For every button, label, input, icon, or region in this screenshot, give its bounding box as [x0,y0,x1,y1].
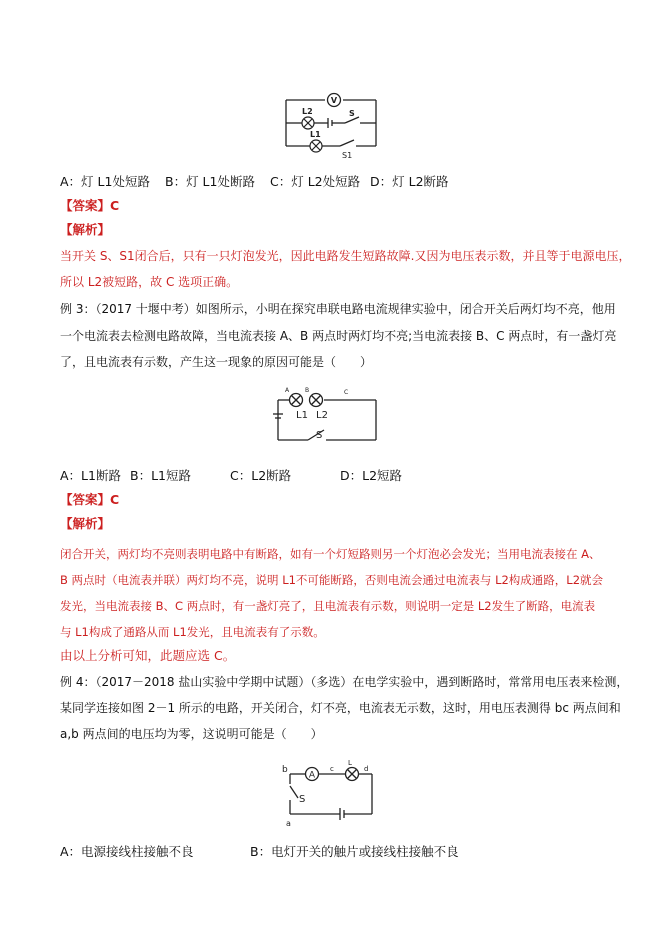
l1-label: L1 [296,410,308,421]
l2-label: L2 [316,410,328,421]
q4-stem-line-1: 例 4：（2017－2018 盐山实验中学期中试题）（多选）在电学实验中，遇到断路时，常常用电压表来检测， [60,675,629,689]
q2-option-b: B：灯 L1处断路 [165,174,255,189]
q3-analysis-line-2: B 两点时（电流表并联）两灯均不亮，说明 L1不可能断路，否则电流会通过电流表与 L2构成通路，L2就会 [60,573,604,587]
q3-analysis-title: 【解析】 [60,516,111,531]
lamp-l2 [310,394,323,407]
q3-option-a: A：L1断路 [60,468,121,483]
q3-conclusion: 由以上分析可知，此题应选 C。 [60,648,236,663]
q3-stem-line-2: 一个电流表去检测电路故障，当电流表接 A、B 两点时两灯均不亮;当电流表接 B、C 两点时，有一盏灯亮 [60,329,617,343]
lamp-l2 [302,117,314,129]
voltmeter-label: V [330,96,338,105]
lamp-l1 [310,140,322,152]
point-c-label: C [344,389,349,396]
point-a-label: a [286,819,291,828]
q4-stem-line-2: 某同学连接如图 2－1 所示的电路，开关闭合，灯不亮，电流表无示数，这时，用电压表测得 bc 两点间和 [60,701,621,715]
q3-analysis-line-4: 与 L1构成了通路从而 L1发光，且电流表有了示数。 [60,625,325,639]
point-b-label: b [282,765,288,775]
q2-option-d: D：灯 L2断路 [370,174,449,189]
q2-analysis-title: 【解析】 [60,222,111,237]
point-d-label: d [364,765,369,773]
lamp-l [346,768,359,781]
circuit-diagram-q4 [282,759,378,828]
point-a-label: A [285,387,290,394]
l-label: L [348,759,352,767]
q3-stem-line-1: 例 3：（2017 十堰中考）如图所示，小明在探究串联电路电流规律实验中，闭合开关后两灯均不亮，他用 [60,302,616,316]
q3-analysis-line-1: 闭合开关，两灯均不亮则表明电路中有断路，如有一个灯短路则另一个灯泡必会发光；当用电流表接在 A、 [60,547,601,561]
s-label: S [316,430,323,441]
q4-option-a: A：电源接线柱接触不良 [60,844,194,859]
q4-option-b: B：电灯开关的触片或接线柱接触不良 [250,844,459,859]
q2-analysis-line-2: 所以 L2被短路，故 C 选项正确。 [60,275,239,289]
circuit-diagram-q2 [280,90,390,162]
l2-label: L2 [302,107,313,116]
q3-analysis-line-3: 发光，当电流表接 B、C 两点时，有一盏灯亮了，且电流表有示数，则说明一定是 L2发生了断路，电流表 [60,599,596,613]
point-c-label: c [330,765,334,773]
q2-option-c: C：灯 L2处短路 [270,174,361,189]
lamp-l1 [290,394,303,407]
q3-option-d: D：L2短路 [340,468,403,483]
q3-answer: 【答案】C [60,492,120,507]
q4-stem-line-3: a,b 两点间的电压均为零，这说明可能是（ ） [60,727,323,741]
q2-answer: 【答案】C [60,198,120,213]
q3-stem-line-3: 了，且电流表有示数，产生这一现象的原因可能是（ ） [60,355,373,369]
q2-option-a: A：灯 L1处短路 [60,174,150,189]
q3-option-b: B：L1短路 [130,468,191,483]
s1-label: S1 [342,151,353,160]
circuit-diagram-q3 [272,386,384,446]
l1-label: L1 [310,130,321,139]
ammeter-label: A [308,770,316,781]
s-label: S [299,794,306,805]
point-b-label: B [305,387,310,394]
s-label: S [349,109,355,118]
q3-option-c: C：L2断路 [230,468,292,483]
q2-analysis-line-1: 当开关 S、S1闭合后，只有一只灯泡发光，因此电路发生短路故障.又因为电压表示数，并且等于电源电压， [60,249,631,263]
